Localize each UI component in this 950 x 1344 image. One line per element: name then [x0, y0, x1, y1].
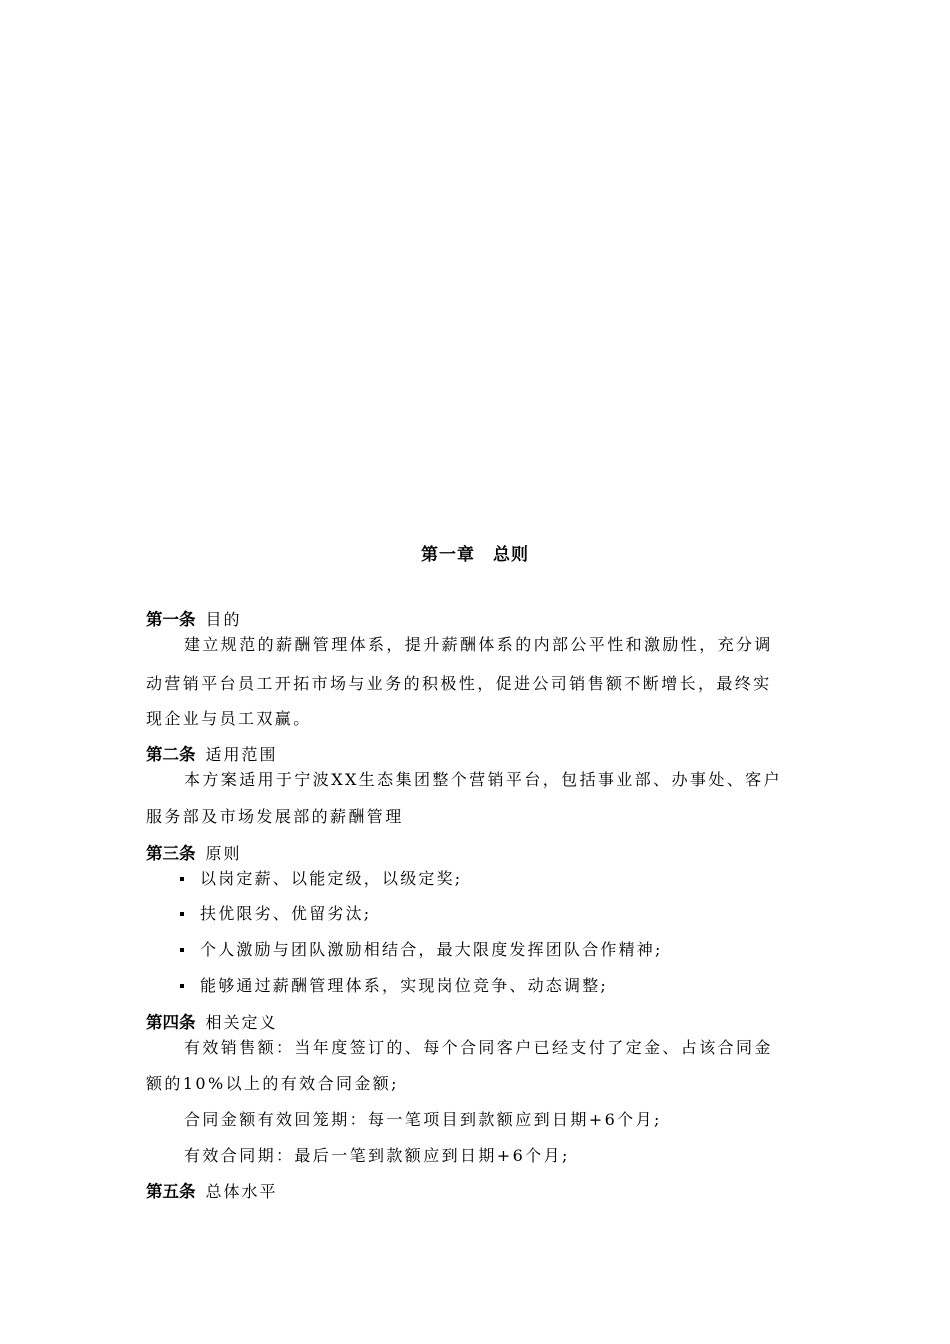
paragraph-line: 额的10%以上的有效合同金额; [146, 1074, 399, 1093]
article-title: 目的 [205, 610, 242, 629]
article-heading [146, 843, 242, 865]
article-title: 原则 [205, 844, 242, 863]
bullet-item [180, 975, 608, 997]
article-title: 适用范围 [205, 745, 278, 764]
bullet-text: 以岗定薪、以能定级，以级定奖; [200, 869, 463, 888]
bullet-icon [180, 984, 184, 988]
article-label: 第三条 [146, 844, 196, 863]
article-title: 相关定义 [205, 1013, 278, 1032]
bullet-text: 扶优限劣、优留劣汰; [200, 904, 372, 923]
paragraph-line: 服务部及市场发展部的薪酬管理 [146, 807, 404, 826]
bullet-icon [180, 912, 184, 916]
paragraph-line: 现企业与员工双赢。 [146, 709, 312, 728]
paragraph-line: 动营销平台员工开拓市场与业务的积极性，促进公司销售额不断增长，最终实 [146, 674, 772, 693]
article-label: 第一条 [146, 610, 196, 629]
paragraph-line: 有效销售额：当年度签订的、每个合同客户已经支付了定金、占该合同金 [184, 1038, 773, 1057]
paragraph-line: 有效合同期：最后一笔到款额应到日期+6个月; [184, 1146, 570, 1165]
chapter-title: 第一章 总则 [421, 545, 529, 565]
article-heading [146, 744, 278, 766]
bullet-item [180, 903, 371, 925]
article-label: 第五条 [146, 1182, 196, 1201]
bullet-item [180, 868, 462, 890]
article-heading [146, 1181, 278, 1203]
bullet-text: 个人激励与团队激励相结合，最大限度发挥团队合作精神; [200, 940, 663, 959]
paragraph-line: 本方案适用于宁波XX生态集团整个营销平台，包括事业部、办事处、客户 [184, 770, 782, 789]
article-label: 第二条 [146, 745, 196, 764]
bullet-icon [180, 948, 184, 952]
article-label: 第四条 [146, 1013, 196, 1032]
bullet-text: 能够通过薪酬管理体系，实现岗位竞争、动态调整; [200, 976, 608, 995]
article-heading [146, 1012, 278, 1034]
paragraph-line: 建立规范的薪酬管理体系，提升薪酬体系的内部公平性和激励性，充分调 [184, 635, 773, 654]
paragraph-line: 合同金额有效回笼期：每一笔项目到款额应到日期+6个月; [184, 1110, 662, 1129]
bullet-icon [180, 877, 184, 881]
article-title: 总体水平 [205, 1182, 278, 1201]
bullet-item [180, 939, 663, 961]
article-heading [146, 609, 242, 631]
